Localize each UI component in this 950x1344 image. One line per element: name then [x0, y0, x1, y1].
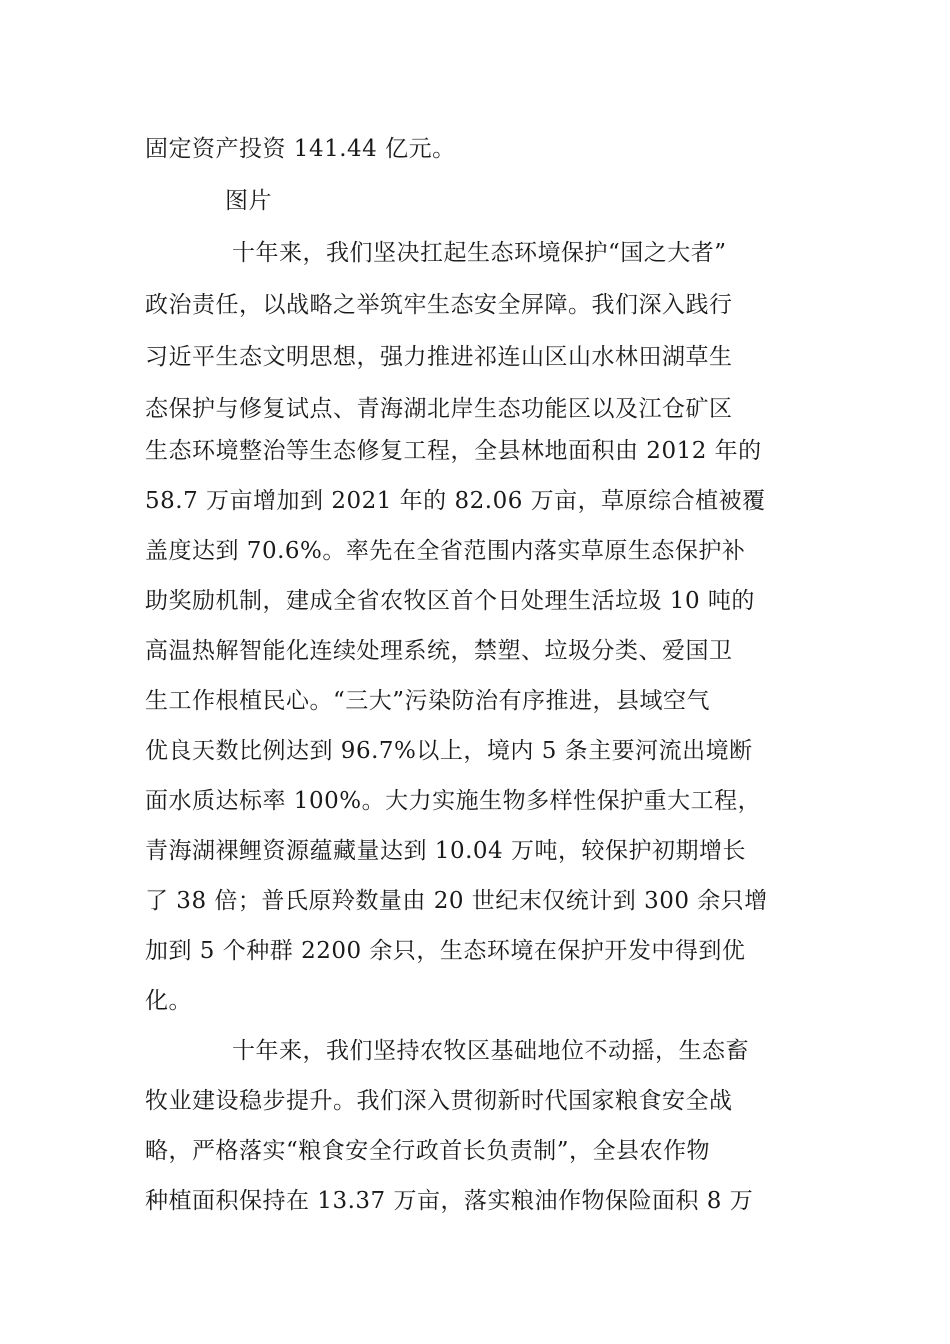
text-line: 58.7 万亩增加到 2021 年的 82.06 万亩，草原综合植被覆 [145, 488, 766, 514]
text-line: 化。 [145, 988, 192, 1014]
text-line: 固定资产投资 141.44 亿元。 [145, 136, 456, 162]
text-line: 略，严格落实“粮食安全行政首长负责制”，全县农作物 [145, 1138, 711, 1164]
text-line: 加到 5 个种群 2200 余只，生态环境在保护开发中得到优 [145, 938, 746, 964]
paragraph-first-line: 十年来，我们坚决扛起生态环境保护“国之大者” [232, 240, 727, 266]
text-line: 青海湖裸鲤资源蕴藏量达到 10.04 万吨，较保护初期增长 [145, 838, 746, 864]
paragraph-first-line: 十年来，我们坚持农牧区基础地位不动摇，生态畜 [232, 1038, 749, 1064]
text-line: 生态环境整治等生态修复工程，全县林地面积由 2012 年的 [145, 438, 762, 464]
text-line: 习近平生态文明思想，强力推进祁连山区山水林田湖草生 [145, 344, 733, 370]
text-line: 了 38 倍；普氏原羚数量由 20 世纪末仅统计到 300 余只增 [145, 888, 768, 914]
image-placeholder-label: 图片 [225, 188, 272, 214]
text-line: 生工作根植民心。“三大”污染防治有序推进，县域空气 [145, 688, 711, 714]
text-line: 优良天数比例达到 96.7%以上，境内 5 条主要河流出境断 [145, 738, 753, 764]
text-line: 面水质达标率 100%。大力实施生物多样性保护重大工程， [145, 788, 762, 814]
text-line: 高温热解智能化连续处理系统，禁塑、垃圾分类、爱国卫 [145, 638, 733, 664]
text-line: 种植面积保持在 13.37 万亩，落实粮油作物保险面积 8 万 [145, 1188, 754, 1214]
text-line: 助奖励机制，建成全省农牧区首个日处理生活垃圾 10 吨的 [145, 588, 755, 614]
text-line: 牧业建设稳步提升。我们深入贯彻新时代国家粮食安全战 [145, 1088, 733, 1114]
text-line: 盖度达到 70.6%。率先在全省范围内落实草原生态保护补 [145, 538, 746, 564]
text-line: 态保护与修复试点、青海湖北岸生态功能区以及江仓矿区 [145, 396, 733, 422]
text-line: 政治责任，以战略之举筑牢生态安全屏障。我们深入践行 [145, 292, 733, 318]
